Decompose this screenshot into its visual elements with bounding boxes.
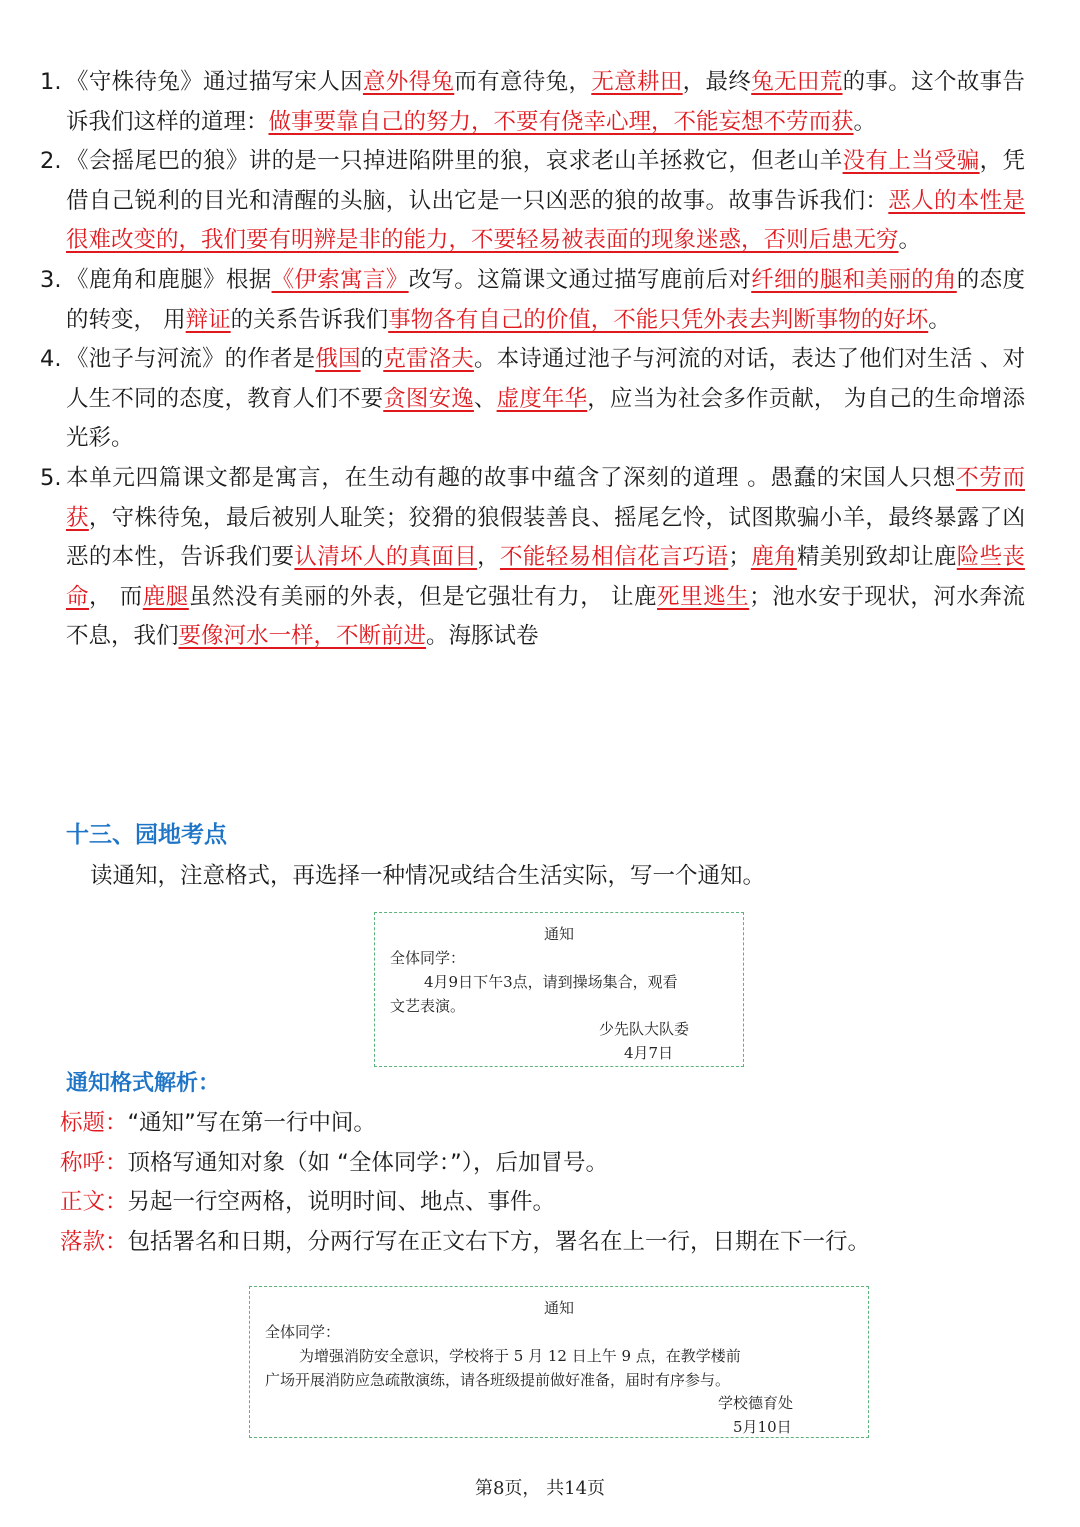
item-text-segment: ，凭借自己锐利的目光和清醒的头脑，认出它是一只凶恶的狼的故事。故事告诉我们： — [66, 148, 1025, 214]
item-text-segment: 。 — [898, 227, 922, 254]
analysis-heading: 通知格式解析： — [66, 1071, 221, 1096]
item-text — [66, 63, 1025, 142]
notice-signature: 少先队大队委 — [599, 1020, 690, 1038]
analysis-row — [60, 1183, 1020, 1223]
instruction-text: 读通知，注意格式，再选择一种情况或结合生活实际，写一个通知。 — [90, 863, 766, 889]
analysis-text: “通知”写在第一行中间。 — [127, 1110, 376, 1136]
highlighted-answer: 不劳而获 — [66, 464, 1025, 531]
item-text-segment: 的事。这个故事告诉我们这样的道理： — [66, 69, 1025, 135]
analysis-label: 正文： — [60, 1189, 128, 1215]
list-item — [40, 340, 1025, 459]
list-item — [40, 261, 1025, 340]
highlighted-answer: 险些丧命 — [66, 544, 1025, 610]
item-text-segment: 、 — [473, 385, 497, 412]
analysis-label: 落款： — [60, 1228, 128, 1255]
highlighted-answer: 意外得兔 — [362, 69, 455, 95]
notice-title: 通知 — [543, 925, 574, 943]
highlighted-answer: 做事要靠自己的努力，不要有侥幸心理，不能妄想不劳而获 — [268, 108, 854, 135]
highlighted-answer: 认清坏人的真面目 — [294, 544, 478, 571]
sample-notice-box — [374, 912, 744, 1067]
highlighted-answer: 无意耕田 — [591, 69, 683, 95]
list-item — [40, 63, 1025, 142]
highlighted-answer: 克雷洛夫 — [383, 346, 474, 373]
highlighted-answer: 纤细的腿和美丽的角 — [751, 266, 957, 293]
notice-date: 5月10日 — [733, 1418, 792, 1436]
page-footer: 第8页， 共14页 — [474, 1478, 606, 1499]
notice-salutation: 全体同学： — [265, 1323, 341, 1341]
item-number: 5. — [40, 464, 62, 491]
analysis-text: 顶格写通知对象（如 “全体同学：”），后加冒号。 — [127, 1149, 608, 1176]
item-text-segment: 。 — [928, 306, 951, 333]
notice-title: 通知 — [543, 1299, 574, 1317]
notice-body-line: 广场开展消防应急疏散演练，请各班级提前做好准备，届时有序参与。 — [265, 1371, 731, 1389]
notice-body-line: 为增强消防安全意识，学校将于 5 月 12 日上午 9 点，在教学楼前 — [299, 1347, 741, 1365]
item-text-segment: 《守株待兔》通过描写宋人因 — [66, 69, 363, 95]
item-text-segment: 。本诗通过池子与河流的对话，表达了他们对生活 、对人生不同的态度，教育人们不要 — [66, 346, 1025, 412]
highlighted-answer: 不能轻易相信花言巧语 — [499, 544, 729, 571]
highlighted-answer: 鹿角 — [750, 544, 797, 571]
item-text-segment: ，最终 — [682, 69, 752, 95]
highlighted-answer: 死里逃生 — [657, 583, 750, 610]
analysis-label: 标题： — [60, 1110, 128, 1136]
item-text-segment: ，守株待兔，最后被别人耻笑；狡猾的狼假装善良、摇尾乞怜，试图欺骗小羊，最终暴露了凶恶的本性，告诉我们要 — [66, 504, 1025, 571]
section-heading: 十三、园地考点 — [66, 822, 227, 848]
highlighted-answer: 恶人的本性是很难改变的，我们要有明辨是非的能力，不要轻易被表面的现象迷惑，否则后患无穷 — [66, 187, 1025, 254]
notice-signature: 学校德育处 — [718, 1394, 794, 1412]
item-number: 3. — [40, 266, 62, 293]
item-text-segment: ，应当为社会多作贡献， 为自己的生命增添光彩。 — [66, 385, 1025, 452]
analysis-row — [60, 1223, 1020, 1263]
item-text-segment: 《会摇尾巴的狼》讲的是一只掉进陷阱里的狼，哀求老山羊拯救它，但老山羊 — [66, 148, 843, 175]
item-text-segment: 虽然没有美丽的外表，但是它强壮有力， 让鹿 — [188, 583, 658, 610]
item-text-segment: 《池子与河流》的作者是 — [66, 346, 316, 373]
item-number: 1. — [40, 69, 62, 95]
item-text — [66, 459, 1025, 657]
list-item — [40, 142, 1025, 261]
item-text-segment: 而有意待兔， — [454, 69, 592, 95]
item-text-segment: 《鹿角和鹿腿》根据 — [66, 266, 272, 293]
item-text-segment: 改写。这篇课文通过描写鹿前后对 — [408, 266, 752, 293]
highlighted-answer: 鹿腿 — [142, 583, 189, 610]
highlighted-answer: 虚度年华 — [496, 385, 588, 412]
analysis-row — [60, 1104, 1020, 1144]
analysis-label: 称呼： — [60, 1149, 128, 1176]
item-text-segment: 本单元四篇课文都是寓言，在生动有趣的故事中蕴含了深刻的道理 。愚蠢的宋国人只想 — [66, 464, 957, 491]
item-text-segment: 的关系告诉我们 — [230, 306, 389, 333]
item-text-segment: 的 — [360, 346, 384, 373]
item-text-segment: 。 — [853, 108, 877, 135]
highlighted-answer: 没有上当受骗 — [842, 148, 980, 175]
highlighted-answer: 事物各有自己的价值，不能只凭外表去判断事物的好坏 — [388, 306, 929, 333]
highlighted-answer: 兔无田荒 — [751, 69, 843, 95]
item-text-segment: ；池水安于现状，河水奔流不息，我们 — [66, 583, 1025, 650]
list-item — [40, 459, 1025, 657]
notice-date: 4月7日 — [624, 1044, 674, 1062]
highlighted-answer: 贪图安逸 — [383, 385, 474, 412]
highlighted-answer: 要像河水一样，不断前进 — [178, 623, 427, 650]
highlighted-answer: 《伊索寓言》 — [271, 266, 409, 293]
item-text-segment: ， — [477, 544, 500, 571]
summary-list — [40, 63, 1025, 657]
analysis-text: 包括署名和日期，分两行写在正文右下方，署名在上一行，日期在下一行。 — [127, 1228, 871, 1255]
item-text-segment: 。海豚试卷 — [426, 623, 539, 650]
item-number: 2. — [40, 148, 62, 175]
notice-salutation: 全体同学： — [390, 949, 466, 967]
item-text — [66, 340, 1025, 459]
highlighted-answer: 俄国 — [315, 346, 361, 373]
notice-body-line: 4月9日下午3点，请到操场集合，观看 — [424, 973, 678, 991]
item-text — [66, 261, 1025, 340]
analysis-text: 另起一行空两格，说明时间、地点、事件。 — [127, 1189, 556, 1215]
item-text-segment: 的态度的转变， 用 — [66, 266, 1025, 333]
item-number: 4. — [40, 346, 62, 373]
analysis-row — [60, 1144, 1020, 1184]
format-analysis — [60, 1104, 1020, 1262]
notice-body-line: 文艺表演。 — [390, 997, 466, 1015]
item-text — [66, 142, 1025, 261]
item-text-segment: ； — [728, 544, 751, 571]
example-notice-box — [249, 1286, 869, 1438]
item-text-segment: ， 而 — [89, 583, 143, 610]
highlighted-answer: 辩证 — [185, 306, 231, 333]
item-text-segment: 精美别致却让鹿 — [796, 544, 957, 571]
